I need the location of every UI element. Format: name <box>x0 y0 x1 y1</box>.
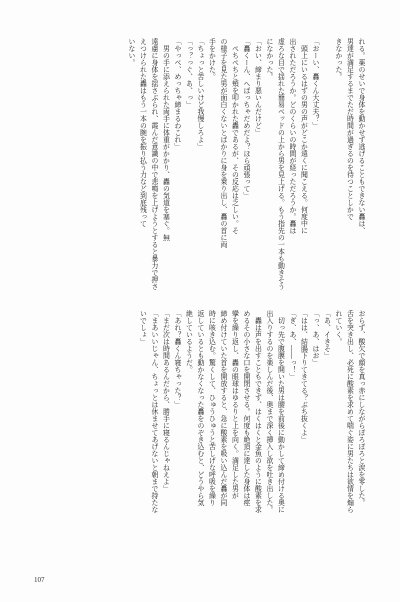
lower-text-line: 「まだ次は時間あるんだから、勝手に寝るんじゃねえよ」 <box>161 310 170 492</box>
lower-text-line: 攣を繰り返し、轟の眼球はゆるりと上を向く。満足した男が <box>230 310 239 499</box>
upper-text-line: 男達が満足するまでただ時間が過ぎるのを待つことしかで <box>345 38 354 220</box>
upper-text-line <box>320 38 332 290</box>
upper-text-line: えつけられた轟はもう一本の腕を振り払う力など到底残って <box>138 38 147 227</box>
lower-text-line: めるその小さな口を開閉させる。何度も絶頂に達した身体は痙 <box>242 310 250 506</box>
upper-text-line: 遠慮に身体を揺さぶられ、霞んだ意識の中で悲鳴を上げようとすると暴力で押さ <box>150 38 158 290</box>
upper-text-line: いない。 <box>127 38 135 66</box>
lower-text-line: 「っ、あ、はお」 <box>311 310 319 366</box>
upper-text-line: 虚ろな目で揺れた簡易ベッドの上から男を見上げる。もう指先の一本も動きそう <box>276 38 285 290</box>
lower-text-line: 返しているとも動かなくなった轟をのぞき込むと、どうやら気 <box>196 310 204 506</box>
upper-text-line: の様子を見た男が面白くないとばかりに身を乗り出し、轟の首に両 <box>219 38 227 248</box>
lower-text-line: 「あ、イきそ」 <box>322 310 331 359</box>
lower-text-line: 時に咳き込む。驚くして、ひゅうひゅうと苦しげな呼吸を繰り <box>207 310 216 506</box>
page-number: 107 <box>34 576 45 584</box>
lower-text-line: れていく。 <box>334 310 342 345</box>
upper-text-line: になかった。 <box>265 38 273 80</box>
upper-text-line: れる。薬のせいで身体を動かせず逃げることもできない轟は、 <box>357 38 365 234</box>
upper-text-line: きなかった。 <box>334 38 342 80</box>
upper-text-line: 「ちょっと苦しいけど我慢しろよ」 <box>196 38 204 150</box>
upper-text-line: 「っ？っぐ、あ、っ」 <box>184 38 193 108</box>
lower-text-line: 「あれ？轟くん寝ちゃった？」 <box>173 310 181 408</box>
lower-text-line: 「はは、結腸下りてきてる？ぶち抜くよ」 <box>299 310 308 443</box>
lower-text-line: 締め付けていた首を開放すると、急に酸素を吸い込んだ轟が同 <box>219 310 227 506</box>
upper-text-line: 「やっべ、めっちゃ締まるわこれ」 <box>173 38 181 150</box>
upper-text-block <box>26 38 366 290</box>
upper-text-line: 出されただろうか。どのくらいの時間が経っただろうか。轟は <box>288 38 296 234</box>
lower-text-line: いでしょ」 <box>138 310 147 345</box>
upper-text-line: 男の手に添えられた両手に体重がかかり、轟の気道を塞ぐ。無 <box>161 38 170 241</box>
upper-text-line: ぺちぺちと頬を叩かれた轟であるが、その反応は乏しい。そ <box>230 38 239 234</box>
upper-text-line: 頭上にいるはずの男の声がどこか遠くに聞こえる。何度中に <box>299 38 308 234</box>
lower-text-line: 切っ先で腹膜を開いた男は腰を前後に動かして締め付ける奥に <box>276 310 285 513</box>
lower-text-line: 出入りするのを楽しんだ後、奥まで深く挿入し欲を吐き出した。 <box>265 310 273 513</box>
upper-text-line: 「おい、締まり悪いんだけど」 <box>253 38 262 136</box>
lower-text-line: 「まあいいじゃん、ちょっとは休ませてあげないと朝まで持たな <box>150 310 158 513</box>
lower-text-line: 舌を突き出し、必死に酸素を求めて喘ぐ姿に男たちは欲情を煽ら <box>345 310 354 513</box>
lower-text-line: 絶しているようだ。 <box>184 310 193 373</box>
upper-text-line: 「轟くーん、へばっちゃだめだよ？ほら頑張って」 <box>242 38 250 199</box>
lower-text-block <box>26 310 366 560</box>
lower-text-line: 「ぎ、あ、――っ！」 <box>288 310 296 380</box>
lower-text-line: 轟は声を出すこともできず、はくはくと金魚のように酸素を求 <box>253 310 262 513</box>
upper-text-line: 手をかけた。 <box>207 38 216 80</box>
upper-text-line: 「おーい、轟くん大丈夫？」 <box>311 38 319 129</box>
lower-text-line: おらず、酸欠で顔を真っ赤にしながらぼろぼろと涙を零した。 <box>357 310 365 506</box>
